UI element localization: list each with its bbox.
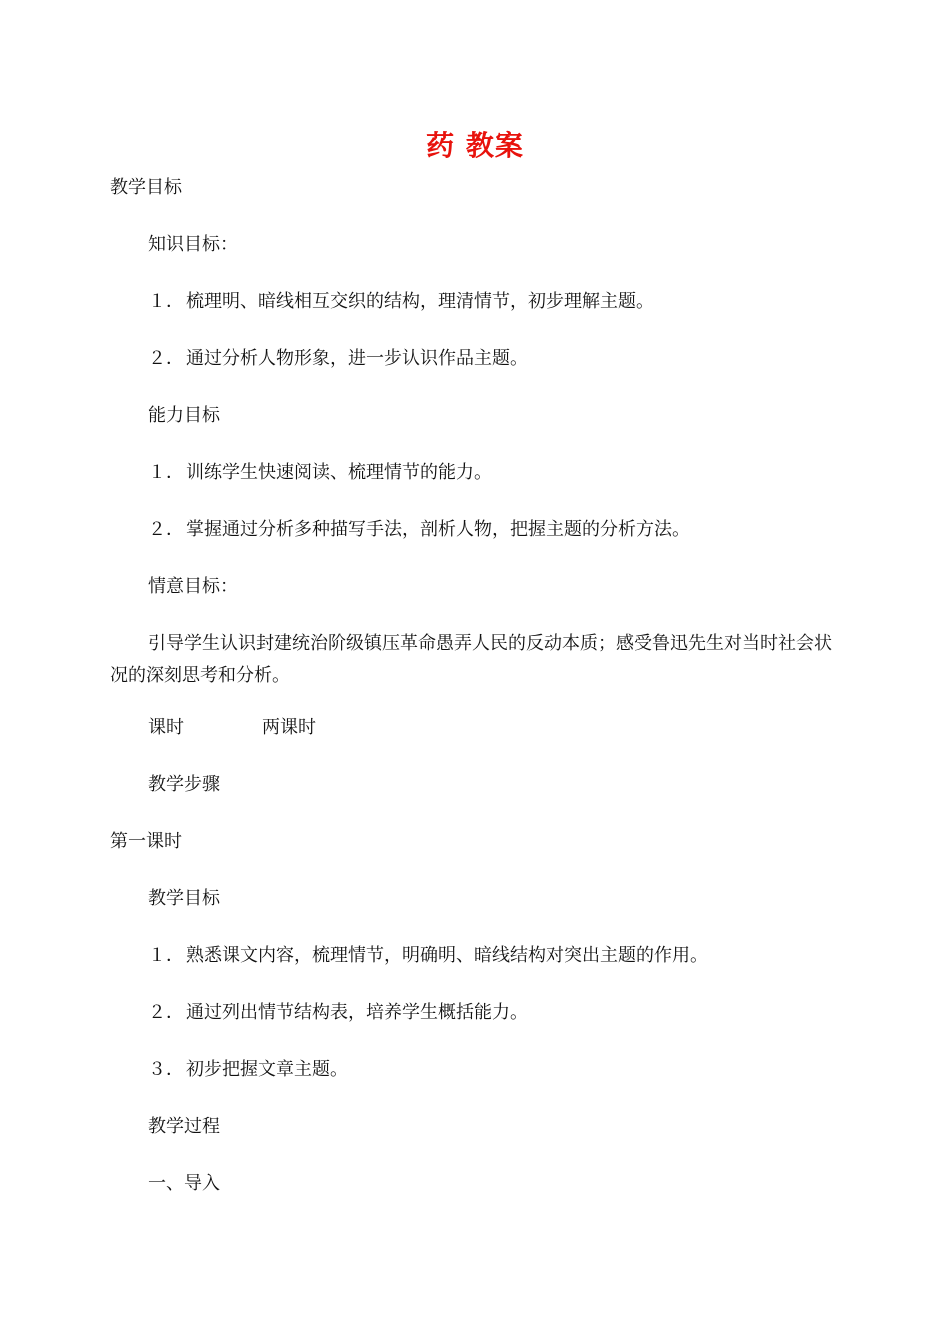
item-text: 梳理明、暗线相互交织的结构，理清情节，初步理解主题。 — [186, 291, 654, 312]
item-text: 训练学生快速阅读、梳理情节的能力。 — [186, 462, 492, 483]
intro-heading: 一、导入 — [148, 1173, 220, 1194]
item-text: 熟悉课文内容，梳理情节，明确明、暗线结构对突出主题的作用。 — [186, 945, 708, 966]
ability-item-2 — [148, 517, 690, 543]
knowledge-heading: 知识目标： — [148, 234, 238, 255]
item-number: ３． — [148, 1059, 184, 1080]
goals-heading: 教学目标 — [110, 177, 182, 198]
knowledge-item-2 — [148, 346, 528, 372]
item-number: ２． — [148, 519, 184, 540]
lesson1-goal-item-3 — [148, 1057, 348, 1083]
periods-label: 课时 — [148, 717, 184, 738]
document-title: 药 教案 — [426, 129, 524, 162]
item-text: 初步把握文章主题。 — [186, 1059, 348, 1080]
lesson1-goals-heading: 教学目标 — [148, 888, 220, 909]
ability-item-1 — [148, 460, 492, 486]
item-text: 掌握通过分析多种描写手法，剖析人物，把握主题的分析方法。 — [186, 519, 690, 540]
item-number: １． — [148, 291, 184, 312]
item-number: ２． — [148, 1002, 184, 1023]
ability-heading: 能力目标 — [148, 405, 220, 426]
periods-row — [148, 715, 316, 741]
emotion-heading: 情意目标： — [148, 576, 238, 597]
lesson1-heading: 第一课时 — [110, 831, 182, 852]
item-text: 通过列出情节结构表，培养学生概括能力。 — [186, 1002, 528, 1023]
item-number: １． — [148, 945, 184, 966]
knowledge-item-1 — [148, 289, 654, 315]
item-number: １． — [148, 462, 184, 483]
periods-value: 两课时 — [262, 717, 316, 738]
lesson1-goal-item-1 — [148, 943, 708, 969]
item-number: ２． — [148, 348, 184, 369]
steps-heading: 教学步骤 — [148, 774, 220, 795]
emotion-paragraph: 引导学生认识封建统治阶级镇压革命愚弄人民的反动本质；感受鲁迅先生对当时社会状况的深刻思考和分析。 — [110, 633, 832, 686]
lesson1-goal-item-2 — [148, 1000, 528, 1026]
item-text: 通过分析人物形象，进一步认识作品主题。 — [186, 348, 528, 369]
process-heading: 教学过程 — [148, 1116, 220, 1137]
